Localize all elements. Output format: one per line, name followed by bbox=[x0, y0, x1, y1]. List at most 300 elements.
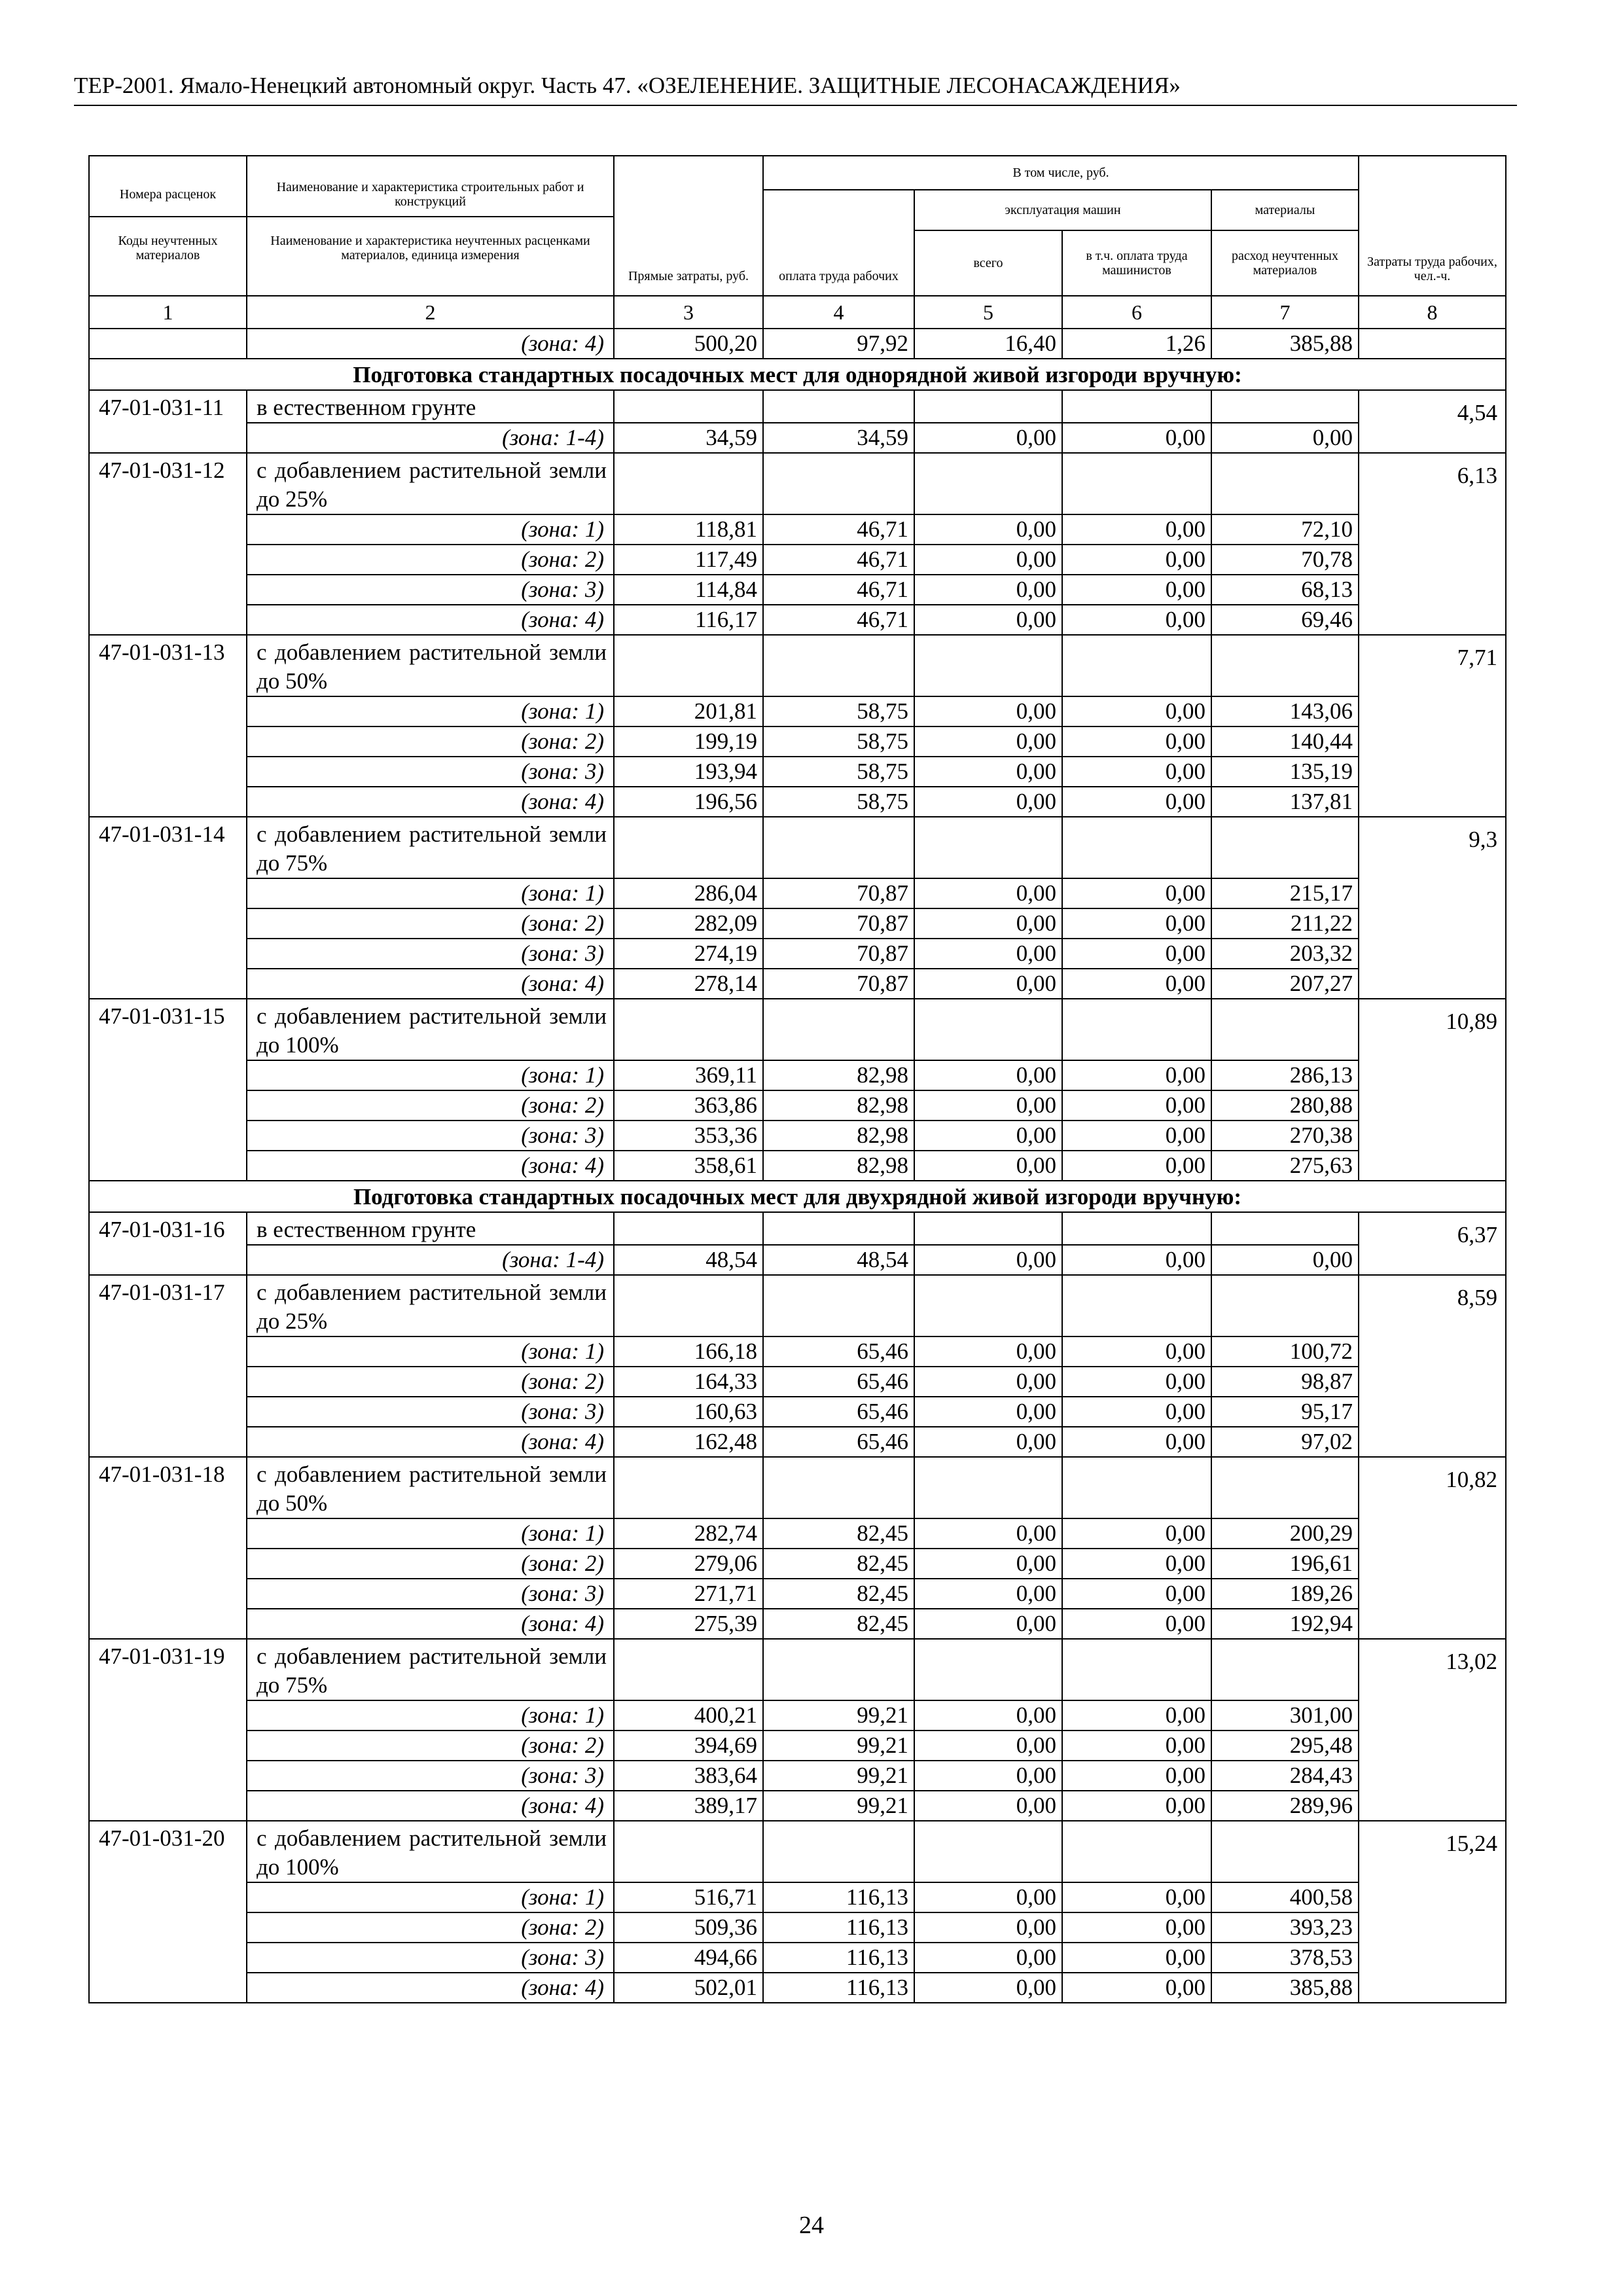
zone-label: (зона: 1) bbox=[247, 1060, 614, 1090]
empty-cell bbox=[1211, 999, 1359, 1060]
materials-cost-value: 286,13 bbox=[1211, 1060, 1359, 1090]
labor-hours: 9,3 bbox=[1359, 817, 1506, 999]
machinists-pay-value: 0,00 bbox=[1062, 605, 1211, 635]
empty-cell bbox=[614, 817, 763, 878]
header-rule bbox=[74, 105, 1517, 106]
empty-cell bbox=[1211, 1639, 1359, 1700]
item-row bbox=[89, 1639, 1506, 1700]
zone-row bbox=[89, 1791, 1506, 1821]
header-col2-top: Наименование и характеристика строительных работ и конструкций bbox=[276, 180, 584, 209]
machinists-pay-value: 0,00 bbox=[1062, 575, 1211, 605]
empty-cell bbox=[914, 1457, 1062, 1518]
empty-cell bbox=[914, 1275, 1062, 1336]
worker-pay-value: 99,21 bbox=[763, 1731, 914, 1761]
empty-cell bbox=[1062, 1639, 1211, 1700]
item-name: в естественном грунте bbox=[247, 390, 614, 423]
materials-cost-value: 211,22 bbox=[1211, 908, 1359, 939]
empty-cell bbox=[614, 999, 763, 1060]
labor-hours: 10,82 bbox=[1359, 1457, 1506, 1639]
direct-cost-value: 400,21 bbox=[614, 1700, 763, 1731]
header-direct-costs bbox=[614, 156, 763, 296]
item-row bbox=[89, 1275, 1506, 1336]
item-row bbox=[89, 817, 1506, 878]
zone-label: (зона: 4) bbox=[247, 1973, 614, 2003]
zone-row bbox=[89, 1367, 1506, 1397]
zone-row bbox=[89, 878, 1506, 908]
direct-cost-value: 389,17 bbox=[614, 1791, 763, 1821]
materials-cost-value: 0,00 bbox=[1211, 423, 1359, 453]
worker-pay-value: 58,75 bbox=[763, 757, 914, 787]
machinists-pay-value: 0,00 bbox=[1062, 878, 1211, 908]
direct-cost-value: 494,66 bbox=[614, 1943, 763, 1973]
zone-row bbox=[89, 575, 1506, 605]
machinists-pay-value: 0,00 bbox=[1062, 423, 1211, 453]
empty-cell bbox=[1211, 1457, 1359, 1518]
direct-cost-value: 286,04 bbox=[614, 878, 763, 908]
worker-pay-value: 99,21 bbox=[763, 1791, 914, 1821]
page-number: 24 bbox=[799, 2212, 824, 2239]
zone-row bbox=[89, 1121, 1506, 1151]
zone-label: (зона: 1) bbox=[247, 1882, 614, 1912]
machines-total-value: 0,00 bbox=[914, 1973, 1062, 2003]
machinists-pay-value: 0,00 bbox=[1062, 1943, 1211, 1973]
direct-cost-value: 353,36 bbox=[614, 1121, 763, 1151]
machinists-pay-value: 0,00 bbox=[1062, 1609, 1211, 1639]
item-name: с добавлением растительной земли до 100% bbox=[247, 999, 614, 1060]
direct-cost-value: 282,09 bbox=[614, 908, 763, 939]
materials-cost-value: 385,88 bbox=[1211, 329, 1359, 359]
labor-hours: 15,24 bbox=[1359, 1821, 1506, 2003]
worker-pay-value: 58,75 bbox=[763, 696, 914, 726]
machinists-pay-value: 0,00 bbox=[1062, 696, 1211, 726]
materials-cost-value: 100,72 bbox=[1211, 1336, 1359, 1367]
direct-cost-value: 369,11 bbox=[614, 1060, 763, 1090]
header-col3-label: Прямые затраты, руб. bbox=[628, 269, 749, 283]
empty-cell bbox=[1211, 1212, 1359, 1245]
worker-pay-value: 70,87 bbox=[763, 969, 914, 999]
worker-pay-value: 82,45 bbox=[763, 1609, 914, 1639]
machines-total-value: 0,00 bbox=[914, 1549, 1062, 1579]
zone-label: (зона: 4) bbox=[247, 787, 614, 817]
header-col2-bottom: Наименование и характеристика неучтенных расценками материалов, единица измерения bbox=[270, 234, 590, 262]
rate-code: 47-01-031-11 bbox=[89, 390, 247, 453]
item-name: с добавлением растительной земли до 100% bbox=[247, 1821, 614, 1882]
header-col1-top: Номера расценок bbox=[119, 187, 217, 202]
rate-code: 47-01-031-17 bbox=[89, 1275, 247, 1457]
zone-row bbox=[89, 1700, 1506, 1731]
section-heading: Подготовка стандартных посадочных мест для однорядной живой изгороди вручную: bbox=[89, 359, 1506, 390]
zone-row bbox=[89, 908, 1506, 939]
empty-cell bbox=[763, 453, 914, 514]
zone-row bbox=[89, 423, 1506, 453]
machinists-pay-value: 0,00 bbox=[1062, 1060, 1211, 1090]
machines-total-value: 0,00 bbox=[914, 726, 1062, 757]
direct-cost-value: 114,84 bbox=[614, 575, 763, 605]
machinists-pay-value: 0,00 bbox=[1062, 1518, 1211, 1549]
zone-label: (зона: 1) bbox=[247, 1518, 614, 1549]
direct-cost-value: 117,49 bbox=[614, 545, 763, 575]
column-number: 2 bbox=[247, 296, 614, 329]
direct-cost-value: 278,14 bbox=[614, 969, 763, 999]
materials-cost-value: 295,48 bbox=[1211, 1731, 1359, 1761]
empty-cell bbox=[1062, 390, 1211, 423]
empty-cell bbox=[614, 1821, 763, 1882]
materials-cost-value: 289,96 bbox=[1211, 1791, 1359, 1821]
direct-cost-value: 358,61 bbox=[614, 1151, 763, 1181]
materials-cost-value: 143,06 bbox=[1211, 696, 1359, 726]
worker-pay-value: 82,98 bbox=[763, 1151, 914, 1181]
zone-label: (зона: 2) bbox=[247, 1549, 614, 1579]
worker-pay-value: 116,13 bbox=[763, 1973, 914, 2003]
direct-cost-value: 502,01 bbox=[614, 1973, 763, 2003]
zone-label: (зона: 4) bbox=[247, 1791, 614, 1821]
rate-code: 47-01-031-12 bbox=[89, 453, 247, 635]
empty-cell bbox=[763, 817, 914, 878]
zone-row bbox=[89, 1609, 1506, 1639]
empty-cell bbox=[763, 1639, 914, 1700]
machinists-pay-value: 0,00 bbox=[1062, 969, 1211, 999]
materials-cost-value: 70,78 bbox=[1211, 545, 1359, 575]
zone-label: (зона: 3) bbox=[247, 757, 614, 787]
machines-total-value: 0,00 bbox=[914, 1579, 1062, 1609]
zone-label: (зона: 1) bbox=[247, 1700, 614, 1731]
item-row bbox=[89, 999, 1506, 1060]
zone-label: (зона: 1) bbox=[247, 878, 614, 908]
direct-cost-value: 279,06 bbox=[614, 1549, 763, 1579]
direct-cost-value: 282,74 bbox=[614, 1518, 763, 1549]
zone-row bbox=[89, 1943, 1506, 1973]
machinists-pay-value: 0,00 bbox=[1062, 1912, 1211, 1943]
materials-cost-value: 378,53 bbox=[1211, 1943, 1359, 1973]
empty-cell bbox=[914, 999, 1062, 1060]
machinists-pay-value: 0,00 bbox=[1062, 726, 1211, 757]
item-row bbox=[89, 635, 1506, 696]
empty-cell bbox=[1062, 1821, 1211, 1882]
worker-pay-value: 46,71 bbox=[763, 514, 914, 545]
item-row bbox=[89, 390, 1506, 423]
materials-cost-value: 270,38 bbox=[1211, 1121, 1359, 1151]
zone-row bbox=[89, 726, 1506, 757]
zone-row bbox=[89, 757, 1506, 787]
price-table bbox=[88, 155, 1507, 2003]
machines-total-value: 0,00 bbox=[914, 1427, 1062, 1457]
section-heading-row bbox=[89, 359, 1506, 390]
empty-cell bbox=[763, 1212, 914, 1245]
empty-cell bbox=[1359, 329, 1506, 359]
machines-total-value: 0,00 bbox=[914, 514, 1062, 545]
zone-label: (зона: 3) bbox=[247, 1943, 614, 1973]
direct-cost-value: 116,17 bbox=[614, 605, 763, 635]
materials-cost-value: 301,00 bbox=[1211, 1700, 1359, 1731]
empty-cell bbox=[614, 1275, 763, 1336]
direct-cost-value: 363,86 bbox=[614, 1090, 763, 1121]
machines-total-value: 0,00 bbox=[914, 1731, 1062, 1761]
zone-row bbox=[89, 605, 1506, 635]
header-materials: материалы bbox=[1211, 190, 1359, 230]
materials-cost-value: 97,02 bbox=[1211, 1427, 1359, 1457]
zone-label: (зона: 1-4) bbox=[247, 423, 614, 453]
materials-cost-value: 140,44 bbox=[1211, 726, 1359, 757]
empty-cell bbox=[1062, 1212, 1211, 1245]
machines-total-value: 0,00 bbox=[914, 1397, 1062, 1427]
header-col4-label: оплата труда рабочих bbox=[779, 269, 899, 283]
materials-cost-value: 135,19 bbox=[1211, 757, 1359, 787]
zone-row bbox=[89, 1518, 1506, 1549]
worker-pay-value: 82,98 bbox=[763, 1121, 914, 1151]
materials-cost-value: 68,13 bbox=[1211, 575, 1359, 605]
empty-cell bbox=[763, 635, 914, 696]
materials-cost-value: 215,17 bbox=[1211, 878, 1359, 908]
machinists-pay-value: 0,00 bbox=[1062, 1973, 1211, 2003]
header-labor-costs bbox=[1359, 156, 1506, 296]
empty-cell bbox=[1211, 390, 1359, 423]
direct-cost-value: 193,94 bbox=[614, 757, 763, 787]
machinists-pay-value: 0,00 bbox=[1062, 1761, 1211, 1791]
worker-pay-value: 65,46 bbox=[763, 1367, 914, 1397]
zone-label: (зона: 2) bbox=[247, 1912, 614, 1943]
item-name: с добавлением растительной земли до 75% bbox=[247, 817, 614, 878]
machines-total-value: 0,00 bbox=[914, 1761, 1062, 1791]
machines-total-value: 16,40 bbox=[914, 329, 1062, 359]
labor-hours: 6,13 bbox=[1359, 453, 1506, 635]
empty-cell bbox=[914, 817, 1062, 878]
empty-cell bbox=[614, 1457, 763, 1518]
materials-cost-value: 189,26 bbox=[1211, 1579, 1359, 1609]
item-name: с добавлением растительной земли до 50% bbox=[247, 635, 614, 696]
rate-code: 47-01-031-15 bbox=[89, 999, 247, 1181]
machinists-pay-value: 0,00 bbox=[1062, 1336, 1211, 1367]
worker-pay-value: 82,45 bbox=[763, 1579, 914, 1609]
machines-total-value: 0,00 bbox=[914, 969, 1062, 999]
direct-cost-value: 160,63 bbox=[614, 1397, 763, 1427]
zone-row bbox=[89, 1731, 1506, 1761]
zone-row bbox=[89, 1245, 1506, 1275]
zone-label: (зона: 4) bbox=[247, 1151, 614, 1181]
machines-total-value: 0,00 bbox=[914, 1245, 1062, 1275]
direct-cost-value: 34,59 bbox=[614, 423, 763, 453]
machines-total-value: 0,00 bbox=[914, 908, 1062, 939]
empty-cell bbox=[763, 1275, 914, 1336]
rate-code: 47-01-031-14 bbox=[89, 817, 247, 999]
zone-row bbox=[89, 1060, 1506, 1090]
header-materials-use: расход неучтенных материалов bbox=[1211, 230, 1359, 296]
zone-label: (зона: 2) bbox=[247, 1090, 614, 1121]
zone-label: (зона: 2) bbox=[247, 726, 614, 757]
machinists-pay-value: 0,00 bbox=[1062, 1549, 1211, 1579]
direct-cost-value: 394,69 bbox=[614, 1731, 763, 1761]
header-machines-total: всего bbox=[914, 230, 1062, 296]
worker-pay-value: 58,75 bbox=[763, 787, 914, 817]
empty-cell bbox=[914, 453, 1062, 514]
materials-cost-value: 207,27 bbox=[1211, 969, 1359, 999]
column-numbers-row bbox=[89, 296, 1506, 329]
zone-label: (зона: 4) bbox=[247, 969, 614, 999]
empty-cell bbox=[1062, 635, 1211, 696]
direct-cost-value: 383,64 bbox=[614, 1761, 763, 1791]
materials-cost-value: 275,63 bbox=[1211, 1151, 1359, 1181]
zone-label: (зона: 4) bbox=[247, 605, 614, 635]
direct-cost-value: 274,19 bbox=[614, 939, 763, 969]
materials-cost-value: 200,29 bbox=[1211, 1518, 1359, 1549]
header-machinists-pay: в т.ч. оплата труда машинистов bbox=[1062, 230, 1211, 296]
materials-cost-value: 69,46 bbox=[1211, 605, 1359, 635]
empty-cell bbox=[914, 1639, 1062, 1700]
zone-label: (зона: 1-4) bbox=[247, 1245, 614, 1275]
zone-label: (зона: 3) bbox=[247, 1397, 614, 1427]
zone-row bbox=[89, 1151, 1506, 1181]
machines-total-value: 0,00 bbox=[914, 1151, 1062, 1181]
labor-hours: 13,02 bbox=[1359, 1639, 1506, 1821]
empty-cell bbox=[763, 999, 914, 1060]
machines-total-value: 0,00 bbox=[914, 1367, 1062, 1397]
machinists-pay-value: 0,00 bbox=[1062, 787, 1211, 817]
header-worker-pay bbox=[763, 190, 914, 296]
worker-pay-value: 97,92 bbox=[763, 329, 914, 359]
header-col1-bottom: Коды неучтенных материалов bbox=[118, 234, 218, 262]
machinists-pay-value: 0,00 bbox=[1062, 1245, 1211, 1275]
direct-cost-value: 166,18 bbox=[614, 1336, 763, 1367]
empty-cell bbox=[914, 390, 1062, 423]
worker-pay-value: 46,71 bbox=[763, 545, 914, 575]
materials-cost-value: 393,23 bbox=[1211, 1912, 1359, 1943]
worker-pay-value: 82,98 bbox=[763, 1060, 914, 1090]
direct-cost-value: 118,81 bbox=[614, 514, 763, 545]
zone-row bbox=[89, 1912, 1506, 1943]
materials-cost-value: 284,43 bbox=[1211, 1761, 1359, 1791]
machines-total-value: 0,00 bbox=[914, 1518, 1062, 1549]
item-name: с добавлением растительной земли до 75% bbox=[247, 1639, 614, 1700]
item-name: с добавлением растительной земли до 50% bbox=[247, 1457, 614, 1518]
rate-code: 47-01-031-16 bbox=[89, 1212, 247, 1275]
materials-cost-value: 203,32 bbox=[1211, 939, 1359, 969]
materials-cost-value: 192,94 bbox=[1211, 1609, 1359, 1639]
header-machines: эксплуатация машин bbox=[914, 190, 1211, 230]
empty-cell bbox=[1211, 1275, 1359, 1336]
zone-label: (зона: 2) bbox=[247, 545, 614, 575]
zone-label: (зона: 1) bbox=[247, 514, 614, 545]
materials-cost-value: 98,87 bbox=[1211, 1367, 1359, 1397]
machines-total-value: 0,00 bbox=[914, 1882, 1062, 1912]
worker-pay-value: 82,45 bbox=[763, 1549, 914, 1579]
direct-cost-value: 271,71 bbox=[614, 1579, 763, 1609]
machines-total-value: 0,00 bbox=[914, 1912, 1062, 1943]
machines-total-value: 0,00 bbox=[914, 575, 1062, 605]
materials-cost-value: 137,81 bbox=[1211, 787, 1359, 817]
empty-cell bbox=[614, 453, 763, 514]
direct-cost-value: 516,71 bbox=[614, 1882, 763, 1912]
zone-label: (зона: 2) bbox=[247, 1731, 614, 1761]
materials-cost-value: 400,58 bbox=[1211, 1882, 1359, 1912]
direct-cost-value: 196,56 bbox=[614, 787, 763, 817]
zone-label: (зона: 3) bbox=[247, 939, 614, 969]
column-number: 1 bbox=[89, 296, 247, 329]
machines-total-value: 0,00 bbox=[914, 878, 1062, 908]
direct-cost-value: 201,81 bbox=[614, 696, 763, 726]
worker-pay-value: 116,13 bbox=[763, 1912, 914, 1943]
item-name: с добавлением растительной земли до 25% bbox=[247, 1275, 614, 1336]
worker-pay-value: 58,75 bbox=[763, 726, 914, 757]
worker-pay-value: 82,45 bbox=[763, 1518, 914, 1549]
worker-pay-value: 48,54 bbox=[763, 1245, 914, 1275]
header-col8-label: Затраты труда рабочих, чел.-ч. bbox=[1367, 255, 1497, 283]
empty-cell bbox=[614, 1639, 763, 1700]
direct-cost-value: 509,36 bbox=[614, 1912, 763, 1943]
empty-cell bbox=[1062, 453, 1211, 514]
labor-hours: 10,89 bbox=[1359, 999, 1506, 1181]
machines-total-value: 0,00 bbox=[914, 1609, 1062, 1639]
worker-pay-value: 46,71 bbox=[763, 575, 914, 605]
zone-label: (зона: 4) bbox=[247, 1427, 614, 1457]
empty-cell bbox=[1211, 453, 1359, 514]
machines-total-value: 0,00 bbox=[914, 1336, 1062, 1367]
rate-code: 47-01-031-19 bbox=[89, 1639, 247, 1821]
item-name: с добавлением растительной земли до 25% bbox=[247, 453, 614, 514]
empty-cell bbox=[763, 1457, 914, 1518]
machines-total-value: 0,00 bbox=[914, 1060, 1062, 1090]
column-number: 5 bbox=[914, 296, 1062, 329]
empty-cell bbox=[1062, 999, 1211, 1060]
materials-cost-value: 0,00 bbox=[1211, 1245, 1359, 1275]
item-row bbox=[89, 1821, 1506, 1882]
machinists-pay-value: 0,00 bbox=[1062, 1791, 1211, 1821]
empty-cell bbox=[614, 635, 763, 696]
zone-row bbox=[89, 1761, 1506, 1791]
direct-cost-value: 500,20 bbox=[614, 329, 763, 359]
machines-total-value: 0,00 bbox=[914, 939, 1062, 969]
worker-pay-value: 65,46 bbox=[763, 1336, 914, 1367]
machines-total-value: 0,00 bbox=[914, 1791, 1062, 1821]
zone-row bbox=[89, 787, 1506, 817]
header-names-cell bbox=[247, 156, 614, 296]
empty-cell bbox=[1211, 817, 1359, 878]
machinists-pay-value: 0,00 bbox=[1062, 1579, 1211, 1609]
empty-cell bbox=[914, 1212, 1062, 1245]
worker-pay-value: 82,98 bbox=[763, 1090, 914, 1121]
column-number: 7 bbox=[1211, 296, 1359, 329]
worker-pay-value: 70,87 bbox=[763, 908, 914, 939]
zone-row bbox=[89, 1090, 1506, 1121]
empty-cell bbox=[914, 635, 1062, 696]
labor-hours: 8,59 bbox=[1359, 1275, 1506, 1457]
zone-row bbox=[89, 1336, 1506, 1367]
zone-row bbox=[89, 1973, 1506, 2003]
column-number: 3 bbox=[614, 296, 763, 329]
worker-pay-value: 65,46 bbox=[763, 1397, 914, 1427]
zone-label: (зона: 3) bbox=[247, 1579, 614, 1609]
worker-pay-value: 70,87 bbox=[763, 878, 914, 908]
empty-cell bbox=[1211, 1821, 1359, 1882]
column-number: 4 bbox=[763, 296, 914, 329]
machines-total-value: 0,00 bbox=[914, 1943, 1062, 1973]
column-number: 6 bbox=[1062, 296, 1211, 329]
rate-code: 47-01-031-20 bbox=[89, 1821, 247, 2003]
labor-hours: 6,37 bbox=[1359, 1212, 1506, 1275]
materials-cost-value: 72,10 bbox=[1211, 514, 1359, 545]
machines-total-value: 0,00 bbox=[914, 1121, 1062, 1151]
direct-cost-value: 275,39 bbox=[614, 1609, 763, 1639]
machinists-pay-value: 0,00 bbox=[1062, 545, 1211, 575]
zone-row bbox=[89, 696, 1506, 726]
zone-label: (зона: 2) bbox=[247, 908, 614, 939]
header-group-incl: В том числе, руб. bbox=[763, 156, 1359, 190]
section-heading-row bbox=[89, 1181, 1506, 1212]
empty-cell bbox=[1062, 817, 1211, 878]
zone-label: (зона: 3) bbox=[247, 575, 614, 605]
empty-cell bbox=[614, 390, 763, 423]
machinists-pay-value: 0,00 bbox=[1062, 1700, 1211, 1731]
zone-row bbox=[89, 1579, 1506, 1609]
direct-cost-value: 199,19 bbox=[614, 726, 763, 757]
